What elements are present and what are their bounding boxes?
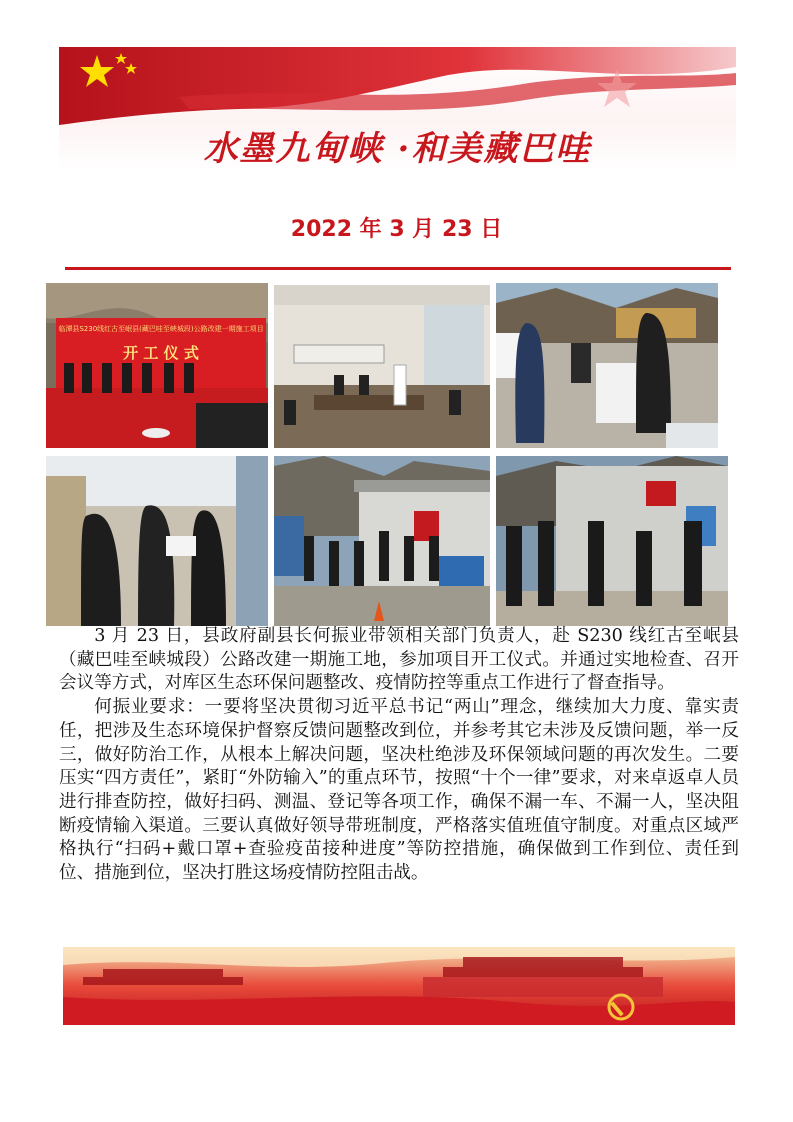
date-line: 2022 年 3 月 23 日 xyxy=(290,217,503,242)
sign-main: 开 工 仪 式 xyxy=(123,344,199,362)
footer-banner xyxy=(63,947,735,1025)
tiananmen-graphic xyxy=(63,947,735,1025)
photo-meeting-room xyxy=(274,285,490,448)
article-paragraph-2: 何振业要求：一要将坚决贯彻习近平总书记“两山”理念，继续加大力度、靠实责任，把涉及生态环境保护督察反馈问题整改到位，并参考其它未涉及反馈问题，举一反三，做好防治工作，从根本上解决问题，坚决杜绝涉及环保领域问题的再次发生。二要压实“四方责任”，紧盯“外防输入”的重点环节，按照“十个一律”要求，对来卓返卓人员进行排查防控，做好扫码、测温、登记等各项工作，确保不漏一车、不漏一人，坚决阻断疫情输入渠道。三要认真做好领导带班制度，严格落实值班值守制度。对重点区域严格执行“扫码+戴口罩+查验疫苗接种进度”等防控措施，确保做到工作到位、责任到位、措施到位，坚决打胜这场疫情防控阻击战。 xyxy=(59,697,739,884)
photo-group-at-station xyxy=(496,456,728,626)
article-body xyxy=(59,625,739,886)
photo-site-inspection xyxy=(496,283,718,448)
article-paragraph-1: 3 月 23 日，县政府副县长何振业带领相关部门负责人，赴 S230 线红古至岷县（藏巴哇至峡城段）公路改建一期施工地，参加项目开工仪式。并通过实地检查、召开会议等方式，对库区生态环保问题整改、疫情防控等重点工作进行了督查指导。 xyxy=(59,626,739,694)
photo-checkpoint-station xyxy=(274,456,490,626)
banner-title: 水墨九甸峡 ·和美藏巴哇 xyxy=(203,129,592,169)
sign-title: 临潭县S230线红古至岷县(藏巴哇至峡城段)公路改建一期施工项目 xyxy=(58,325,264,333)
divider xyxy=(65,267,731,270)
photo-street-checkpoint xyxy=(46,456,268,626)
photo-groundbreaking-ceremony xyxy=(46,283,268,448)
header-banner xyxy=(59,47,736,172)
